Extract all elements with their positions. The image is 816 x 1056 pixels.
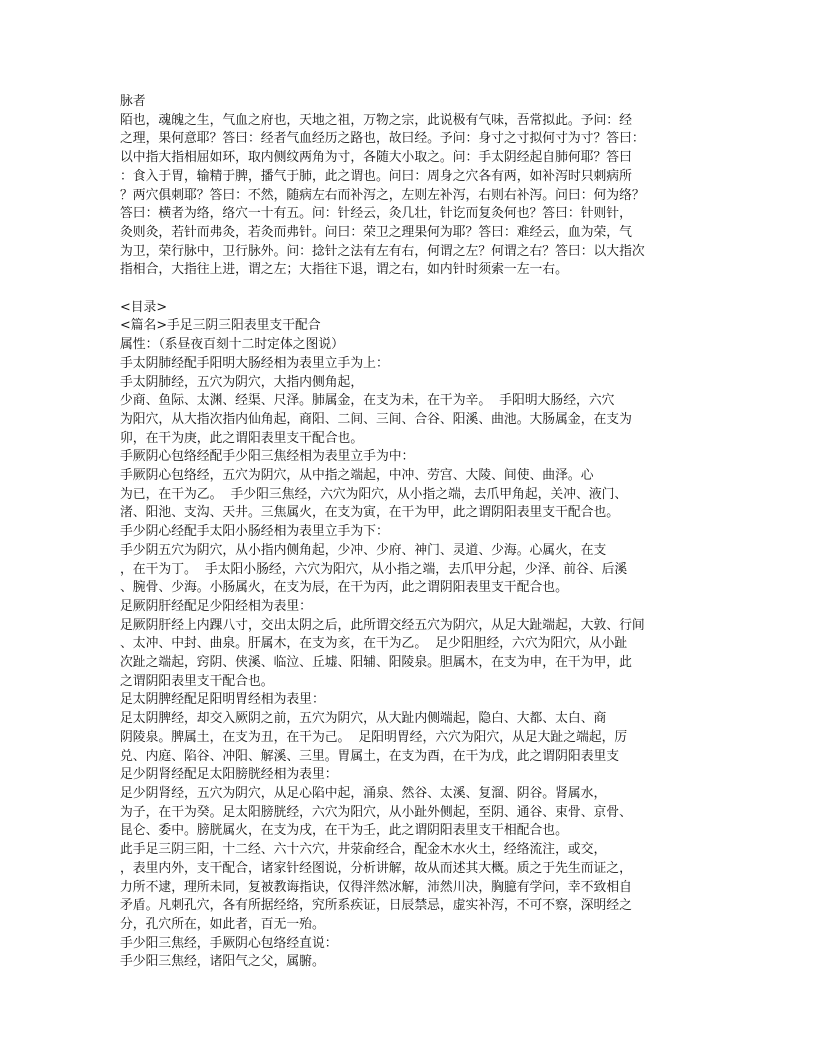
document-page — [120, 93, 700, 972]
text-line: 足厥阴肝经配足少阳经相为表里： — [120, 598, 312, 614]
text-line: 之理，果何意耶？答曰：经者气血经历之路也，故曰经。予问：身寸之寸拟何寸为寸？答曰： — [120, 131, 645, 147]
text-line: 足太阴脾经，却交入厥阴之前，五穴为阴穴，从大趾内侧端起，隐白、大都、太白、商 — [120, 711, 607, 727]
text-line: 手少阳三焦经，诸阳气之父，属腑。 — [120, 954, 325, 970]
text-line: ：食入于胃，输精于脾，播气于肺，此之谓也。问曰：周身之穴各有两，如补泻时只刺病所 — [120, 168, 632, 184]
text-line: ，在干为丁。 手太阳小肠经，六穴为阳穴，从小指之端，去爪甲分起，少泽、前谷、后溪 — [120, 561, 628, 577]
catalog-marker: <目录> — [120, 299, 168, 315]
text-line: 为已，在干为乙。 手少阳三焦经，六穴为阳穴，从小指之端，去爪甲角起，关冲、液门、 — [120, 486, 628, 502]
text-line: 昆仑、委中。膀胱属火，在支为戌，在干为壬，此之谓阴阳表里支干相配合也。 — [120, 823, 568, 839]
text-line: 手太阴肺经配手阳明大肠经相为表里立手为上： — [120, 355, 389, 371]
text-line: 、腕骨、少海。小肠属火，在支为辰，在干为丙，此之谓阴阳表里支干配合也。 — [120, 580, 568, 596]
text-line: 次趾之端起，窍阴、侠溪、临泣、丘墟、阳辅、阳陵泉。胆属木，在支为申，在干为甲，此 — [120, 655, 632, 671]
text-line: 少商、鱼际、太渊、经渠、尺泽。肺属金，在支为未，在干为辛。 手阳明大肠经，六穴 — [120, 393, 615, 409]
text-line: 指相合，大指往上进，谓之左；大指往下退，谓之右，如内针时须索一左一右。 — [120, 262, 568, 278]
text-line: ？两穴俱刺耶？答曰：不然，随病左右而补泻之，左则左补泻，右则右补泻。问曰：何为络？ — [120, 187, 645, 203]
text-line: ，表里内外，支干配合，诸家针经图说，分析讲解，故从而述其大概。质之于先生而证之， — [120, 860, 632, 876]
text-line: 足少阴肾经配足太阳膀胱经相为表里： — [120, 767, 338, 783]
text-line: 手少阳三焦经，手厥阴心包络经直说： — [120, 935, 338, 951]
text-line: 阴陵泉。脾属土，在支为丑，在干为己。 足阳明胃经，六穴为阳穴，从足大趾之端起，厉 — [120, 729, 628, 745]
text-line: 之谓阴阳表里支干配合也。 — [120, 673, 274, 689]
text-line: 分，孔穴所在，如此者，百无一殆。 — [120, 916, 325, 932]
text-line: 、太冲、中封、曲泉。肝属木，在支为亥，在干为乙。 足少阳胆经，六穴为阳穴，从小趾 — [120, 636, 628, 652]
text-line: 为阳穴，从大指次指内仙角起，商阳、二间、三间、合谷、阳溪、曲池。大肠属金，在支为 — [120, 411, 632, 427]
section-title: 脉者 — [120, 94, 146, 109]
chapter-title: <篇名>手足三阴三阳表里支干配合 — [120, 318, 321, 334]
text-line: 手厥阴心包络经，五穴为阴穴，从中指之端起，中冲、劳宫、大陵、间使、曲泽。心 — [120, 468, 594, 484]
text-line: 渚、阳池、支沟、天井。三焦属火，在支为寅，在干为甲，此之谓阴阳表里支干配合也。 — [120, 505, 620, 521]
text-line: 此手足三阴三阳，十二经、六十六穴，井荥俞经合，配金木水火土，经络流注，或交， — [120, 842, 607, 858]
text-line: 矛盾。凡刺孔穴，各有所据经络，究所系疾证，日辰禁忌，虚实补泻，不可不察，深明经之 — [120, 898, 632, 914]
text-line: 足厥阴肝经上内踝八寸，交出太阴之后，此所谓交经五穴为阴穴，从足大趾端起，大敦、行间 — [120, 617, 645, 633]
text-line: 手少阴心经配手太阳小肠经相为表里立手为下： — [120, 524, 389, 540]
text-line: 足太阴脾经配足阳明胃经相为表里： — [120, 692, 325, 708]
text-line: 为卫，荣行脉中，卫行脉外。问：捻针之法有左有右，何谓之左？何谓之右？答曰：以大指次 — [120, 243, 645, 259]
text-line: 手少阴五穴为阴穴，从小指内侧角起，少冲、少府、神门、灵道、少海。心属火，在支 — [120, 542, 607, 558]
text-line: 以中指大指相屈如环，取内侧纹两角为寸，各随大小取之。问：手太阴经起自肺何耶？答曰 — [120, 150, 632, 166]
text-line: 兑、内庭、陷谷、冲阳、解溪、三里。胃属土，在支为酉，在干为戊，此之谓阴阳表里支 — [120, 748, 620, 764]
text-line: 力所不逮，理所未同，复被教诲指诀，仅得泮然冰解，沛然川决，胸臆有学问，幸不致相自 — [120, 879, 632, 895]
text-line: 陌也，魂魄之生，气血之府也，天地之祖，万物之宗，此说极有气味，吾常拟此。予问：经 — [120, 112, 632, 128]
paragraph-gap — [120, 280, 700, 299]
text-line: 足少阴肾经，五穴为阴穴，从足心陷中起，涌泉、然谷、太溪、复溜、阴谷。肾属水， — [120, 786, 607, 801]
text-line: 手厥阴心包络经配手少阳三焦经相为表里立手为中： — [120, 449, 415, 465]
text-line: 灸则灸，若针而弗灸，若灸而弗针。问曰：荣卫之理果何为耶？答曰：难经云，血为荣，气 — [120, 224, 632, 240]
text-line: 为子，在干为癸。足太阳膀胱经，六穴为阳穴，从小趾外侧起，至阴、通谷、束骨、京骨、 — [120, 804, 632, 820]
text-line: 手太阴肺经，五穴为阴穴，大指内侧角起， — [120, 374, 364, 390]
text-line: 卯，在干为庚，此之谓阳表里支干配合也。 — [120, 430, 364, 446]
text-line: 答曰：横者为络，络穴一十有五。问：针经云，灸几壮，针讫而复灸何也？答曰：针则针， — [120, 206, 632, 222]
attribute-line: 属性：（系昼夜百刻十二时定体之图说） — [120, 337, 344, 353]
